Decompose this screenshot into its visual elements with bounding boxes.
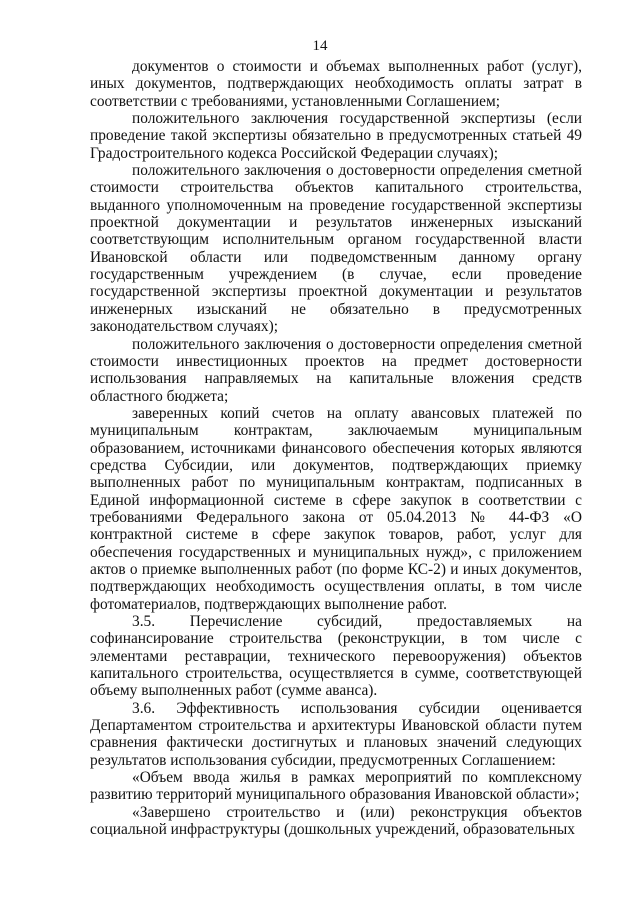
paragraph-5: заверенных копий счетов на оплату авансовых платежей по муниципальным контрактам, заключаемым муниципальным образованием, источниками финансового обеспечения которых являются средства Субсидии, или документов, подтверждающих приемку выполненных работ по муниципальным контрактам, подписанных в Единой информационной системе в сфере закупок в соответствии с требованиями Федерального закона от 05.04.2013 № 44-ФЗ «О контрактной системе в сфере закупок товаров, работ, услуг для обеспечения государственных и муниципальных нужд», с приложением актов о приемке выполненных работ (по форме КС-2) и иных документов, подтверждающих необходимость осуществления оплаты, в том числе фотоматериалов, подтверждающих выполнение работ.	[90, 404, 582, 613]
paragraph-1: документов о стоимости и объемах выполненных работ (услуг), иных документов, подтверждающих необходимость оплаты затрат в соответствии с требованиями, установленными Соглашением;	[90, 58, 582, 110]
page-number: 14	[312, 38, 328, 54]
paragraph-2: положительного заключения государственной экспертизы (если проведение такой экспертизы обязательно в предусмотренных статьей 49 Градостроительного кодекса Российской Федерации случаях);	[90, 110, 582, 162]
paragraph-9: «Завершено строительство и (или) реконструкция объектов социальной инфраструктуры (дошкольных учреждений, образовательных	[90, 803, 582, 839]
paragraph-4: положительного заключения о достоверности определения сметной стоимости инвестиционных проектов на предмет достоверности использования направляемых на капитальные вложения средств областного бюджета;	[90, 335, 582, 405]
body-text	[90, 58, 582, 838]
paragraph-6: 3.5. Перечисление субсидий, предоставляемых на софинансирование строительства (реконструкции, в том числе с элементами реставрации, технического перевооружения) объектов капитального строительства, осуществляется в сумме, соответствующей объему выполненных работ (сумме аванса).	[90, 613, 582, 700]
paragraph-7: 3.6. Эффективность использования субсидии оценивается Департаментом строительства и архитектуры Ивановской области путем сравнения фактически достигнутых и плановых значений следующих результатов использования субсидии, предусмотренных Соглашением:	[90, 699, 582, 769]
paragraph-3: положительного заключения о достоверности определения сметной стоимости строительства объектов капитального строительства, выданного уполномоченным на проведение государственной экспертизы проектной документации и результатов инженерных изысканий соответствующим исполнительным органом государственной власти Ивановской области или подведомственным данному органу государственным учреждением (в случае, если проведение государственной экспертизы проектной документации и результатов инженерных изысканий не обязательно в предусмотренных законодательством случаях);	[90, 162, 582, 336]
paragraph-8: «Объем ввода жилья в рамках мероприятий по комплексному развитию территорий муниципального образования Ивановской области»;	[90, 769, 582, 804]
